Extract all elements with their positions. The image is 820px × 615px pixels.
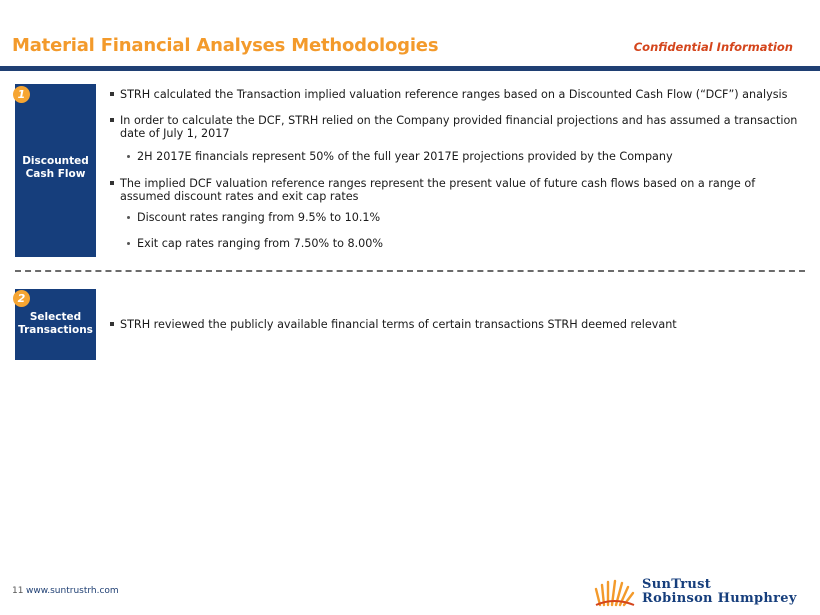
header-rule [0,66,820,71]
sub-bullet-item: 2H 2017E financials represent 50% of the full year 2017E projections provided by the Company [124,150,797,163]
confidential-label: Confidential Information [633,40,793,54]
bullet-item: STRH calculated the Transaction implied valuation reference ranges based on a Discounted Cash Flow (“DCF”) analysis [107,88,800,101]
section-label-line: Discounted [22,155,89,167]
section-label-dcf [15,155,96,181]
sunburst-logo-icon [594,575,636,607]
section-label-line: Selected [29,311,82,323]
logo-line: Robinson Humphrey [642,591,797,606]
bullet-item: The implied DCF valuation reference ranges represent the present value of future cash flows based on a range of assumed discount rates and exit cap rates [107,177,800,203]
sub-bullet-item: Exit cap rates ranging from 7.50% to 8.00% [124,237,797,250]
section-label-line: Transactions [18,324,93,336]
page-title: Material Financial Analyses Methodologies [12,35,439,56]
section-divider [15,270,805,272]
logo-line: SunTrust [642,577,712,592]
page-number: 11 [12,586,24,596]
bullet-item: STRH reviewed the publicly available financial terms of certain transactions STRH deemed relevant [107,318,800,331]
section-label-transactions [15,311,96,337]
section-number-badge: 2 [13,290,30,307]
footer-url-link[interactable]: www.suntrustrh.com [26,586,119,596]
bullet-item: In order to calculate the DCF, STRH relied on the Company provided financial projections and has assumed a transaction date of July 1, 2017 [107,114,800,140]
section-box-dcf [15,84,96,257]
section-label-line: Cash Flow [25,168,86,180]
brand-logo-text [642,578,797,606]
section-number-badge: 1 [13,86,30,103]
sub-bullet-item: Discount rates ranging from 9.5% to 10.1% [124,211,797,224]
